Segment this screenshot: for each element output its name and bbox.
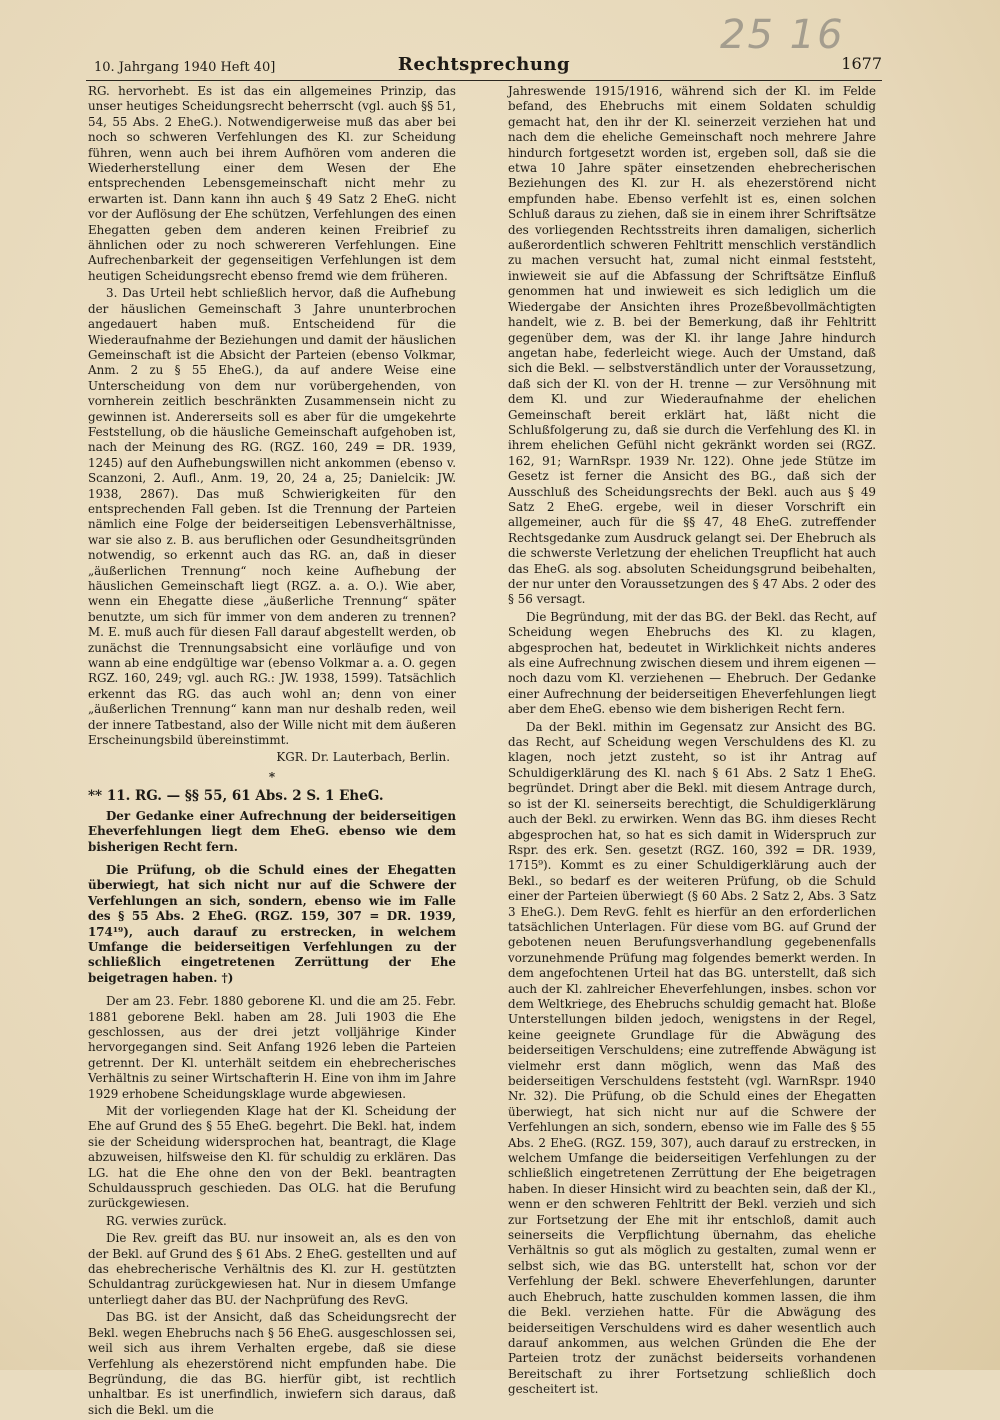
left-column (88, 84, 456, 1420)
right-column (508, 84, 876, 1400)
paragraph: Das BG. ist der Ansicht, daß das Scheidungsrecht der Bekl. wegen Ehebruchs nach § 56 EheG. ausgeschlossen sei, weil sich aus ihrem Verhalten ergebe, daß sie diese Verfehlung als ehezerstörend nicht empfunden habe. Die Begründung, die das BG. hierfür gibt, ist rechtlich unhaltbar. Es ist unerfindlich, inwiefern sich daraus, daß sich die Bekl. um die (88, 1310, 456, 1417)
case-heading: ** 11. RG. — §§ 55, 61 Abs. 2 S. 1 EheG. (88, 788, 384, 805)
paragraph: RG. verwies zurück. (106, 1213, 227, 1228)
running-header (86, 50, 882, 81)
paragraph: Die Rev. greift das BU. nur insoweit an, als es den von der Bekl. auf Grund des § 61 Abs. 2 EheG. gestellten und auf das ehebrecherische Verhältnis des Kl. zur H. gestützten Schuldantrag zurückgewiesen hat. Nur in diesem Umfange unterliegt daher das BU. der Nachprüfung des RevG. (88, 1231, 456, 1307)
headnote: Der Gedanke einer Aufrechnung der beiderseitigen Eheverfehlungen liegt dem EheG. ebenso wie dem bisherigen Recht fern. (88, 808, 456, 854)
paragraph: Die Begründung, mit der das BG. der Bekl. das Recht, auf Scheidung wegen Ehebruchs des Kl. zu klagen, abgesprochen hat, bedeutet in Wirklichkeit nichts anderes als eine Aufrechnung zwischen diesem und ihrem eigenen — noch dazu vom Kl. verziehenen — Ehebruch. Der Gedanke einer Aufrechnung der beiderseitigen Eheverfehlungen liegt aber dem EheG. ebenso wie dem bisherigen Recht fern. (508, 609, 876, 717)
page-number: 1677 (841, 54, 882, 73)
paragraph: Der am 23. Febr. 1880 geborene Kl. und die am 25. Febr. 1881 geborene Bekl. haben am 28. Juli 1903 die Ehe geschlossen, aus der drei jetzt volljährige Kinder hervorgegangen sind. Seit Anfang 1926 leben die Parteien getrennt. Der Kl. unterhält seitdem ein ehebrecherisches Verhältnis zu seiner Wirtschafterin H. Eine von ihm im Jahre 1929 erhobene Scheidungsklage wurde abgewiesen. (88, 994, 456, 1101)
paragraph: Mit der vorliegenden Klage hat der Kl. Scheidung der Ehe auf Grund des § 55 EheG. begehrt. Die Bekl. hat, indem sie der Scheidung widersprochen hat, beantragt, die Klage abzuweisen, hilfsweise den Kl. für schuldig zu erklären. Das LG. hat die Ehe ohne den von der Bekl. beantragten Schuldausspruch geschieden. Das OLG. hat die Berufung zurückgewiesen. (88, 1104, 456, 1211)
headnote: Die Prüfung, ob die Schuld eines der Ehegatten überwiegt, hat sich nicht nur auf die Schwere der Verfehlungen an sich, sondern, ebenso wie im Falle des § 55 Abs. 2 EheG. (RGZ. 159, 307 = DR. 1939, 174¹⁹), auch darauf zu erstrecken, in welchem Umfange die beiderseitigen Verfehlungen zu der schließlich eingetretenen Zerrüttung der Ehe beigetragen haben. †) (88, 862, 456, 985)
paragraph: Da der Bekl. mithin im Gegensatz zur Ansicht des BG. das Recht, auf Scheidung wegen Verschuldens des Kl. zu klagen, noch jetzt zusteht, so ist ihr Antrag auf Schuldigerklärung des Kl. nach § 61 Abs. 2 Satz 1 EheG. begründet. Dringt aber die Bekl. mit diesem Antrage durch, so ist der Kl. seinerseits berechtigt, die Schuldigerklärung auch der Bekl. zu erwirken. Wenn das BG. ihm dieses Recht abgesprochen hat, so hat es sich damit in Widerspruch zur Rspr. des erk. Sen. gesetzt (RGZ. 160, 392 = DR. 1939, 1715⁹). Kommt es zu einer Schuldigerklärung auch der Bekl., so bedarf es der weiteren Prüfung, ob die Schuld einer der Parteien überwiegt (§ 60 Abs. 2 Satz 2, Abs. 3 Satz 3 EheG.). Dem RevG. fehlt es hierfür an den erforderlichen tatsächlichen Unterlagen. Für diese vom BG. auf Grund der gebotenen neuen Berufungsverhandlung gegebenenfalls vorzunehmende Prüfung mag folgendes bemerkt werden. In dem angefochtenen Urteil hat das BG. unterstellt, daß sich auch der Kl. zahlreicher Eheverfehlungen, insbes. schon vor dem Weltkriege, des Ehebruchs schuldig gemacht hat. Bloße Unterstellungen bilden jedoch, wenigstens in der Regel, keine geeignete Grundlage für die Abwägung des beiderseitigen Verschuldens; eine zutreffende Abwägung ist vielmehr erst dann möglich, wenn das Maß des beiderseitigen Verschuldens feststeht (vgl. WarnRspr. 1940 Nr. 32). Die Prüfung, ob die Schuld eines der Ehegatten überwiegt, hat sich nicht nur auf die Schwere der Verfehlungen an sich, sondern, ebenso wie im Falle des § 55 Abs. 2 EheG. (RGZ. 159, 307), auch darauf zu erstrecken, in welchem Umfange die beiderseitigen Verfehlungen zu der schließlich eingetretenen Zerrüttung der Ehe beigetragen haben. In dieser Hinsicht wird zu beachten sein, daß der Kl., wenn er den schweren Fehltritt der Bekl. verzieh und sich zur Fortsetzung der Ehe mit ihr entschloß, damit auch seinerseits die Verpflichtung übernahm, das eheliche Verhältnis so gut als möglich zu gestalten, zumal wenn er selbst sich, wie das BG. unterstellt hat, schon vor der Verfehlung der Bekl. schwere Eheverfehlungen, darunter auch Ehebruch, hatte zuschulden kommen lassen, die ihm die Bekl. verziehen hatte. Für die Abwägung des beiderseitigen Verschuldens wird es daher wesentlich auch darauf ankommen, aus welchen Gründen die Ehe der Parteien trotz der zunächst beiderseits vorhandenen Bereitschaft zu ihrer Fortsetzung schließlich doch gescheitert ist. (508, 719, 876, 1397)
paragraph: 3. Das Urteil hebt schließlich hervor, daß die Aufhebung der häuslichen Gemeinschaft 3 Jahre ununterbrochen angedauert haben muß. Entscheidend für die Wiederaufnahme der Beziehungen und damit der häuslichen Gemeinschaft ist die Absicht der Parteien (ebenso Volkmar, Anm. 2 zu § 55 EheG.), da auf andere Weise eine Unterscheidung von dem nur vorübergehenden, von vornherein zeitlich beschränkten Zusammensein nicht zu gewinnen ist. Andererseits soll es aber für die umgekehrte Feststellung, ob die häusliche Gemeinschaft aufgehoben ist, nach der Meinung des RG. (RGZ. 160, 249 = DR. 1939, 1245) auf den Aufhebungswillen nicht ankommen (ebenso v. Scanzoni, 2. Aufl., Anm. 19, 20, 24 a, 25; Danielcik: JW. 1938, 2867). Das muß Schwierigkeiten für den entsprechenden Fall geben. Ist die Trennung der Parteien nämlich eine Folge der beiderseitigen Lebensverhältnisse, war sie also z. B. aus beruflichen oder Gesundheitsgründen notwendig, so erkennt auch das RG. an, daß in dieser „äußerlichen Trennung“ noch keine Aufhebung der häuslichen Gemeinschaft liegt (RGZ. a. a. O.). Wie aber, wenn ein Ehegatte diese „äußerliche Trennung“ später benutzte, um sich für immer von dem anderen zu trennen? M. E. muß auch für diesen Fall darauf abgestellt werden, ob zunächst die Trennungsabsicht eine vorläufige und von wann ab eine endgültige war (ebenso Volkmar a. a. O. gegen RGZ. 160, 249; vgl. auch RG.: JW. 1938, 1599). Tatsächlich erkennt das RG. das auch wohl an; denn von einer „äußerlichen Trennung“ kann man nur deshalb reden, weil der innere Tatbestand, also der Wille nicht mit dem äußeren Erscheinungsbild übereinstimmt. (88, 286, 456, 748)
section-title: Rechtsprechung (397, 54, 571, 75)
handwritten-page-stamp: 25 16 (720, 12, 845, 58)
volume-issue-info: 10. Jahrgang 1940 Heft 40] (94, 60, 276, 75)
paragraph: RG. hervorhebt. Es ist das ein allgemeines Prinzip, das unser heutiges Scheidungsrecht beherrscht (vgl. auch §§ 51, 54, 55 Abs. 2 EheG.). Notwendigerweise muß das aber bei noch so schweren Verfehlungen des Kl. zur Scheidung führen, wenn auch bei ihrem Aufhören vom anderen die Wiederherstellung einer dem Wesen der Ehe entsprechenden Lebensgemeinschaft nicht mehr zu erwarten ist. Dann kann ihn auch § 49 Satz 2 EheG. nicht vor der Auflösung der Ehe schützen, Verfehlungen des einen Ehegatten geben dem anderen keinen Freibrief zu ähnlichen oder zu noch schwereren Verfehlungen. Eine Aufrechenbarkeit der gegenseitigen Verfehlungen ist dem heutigen Scheidungsrecht ebenso fremd wie dem früheren. (88, 84, 456, 283)
separator-asterisk: * (268, 769, 276, 784)
paragraph: Jahreswende 1915/1916, während sich der Kl. im Felde befand, des Ehebruchs mit einem Soldaten schuldig gemacht hat, den ihr der Kl. seinerzeit verziehen hat und nach dem die eheliche Gemeinschaft noch mehrere Jahre hindurch fortgesetzt worden ist, ergeben soll, daß sie die etwa 10 Jahre später einsetzenden ehebrecherischen Beziehungen des Kl. zur H. als ehezerstörend nicht empfunden habe. Ebenso verfehlt ist es, einen solchen Schluß daraus zu ziehen, daß sie in einem ihrer Schriftsätze des vorliegenden Rechtsstreits ihren damaligen, sicherlich außerordentlich schweren Fehltritt menschlich verständlich zu machen versucht hat, zumal nicht einmal feststeht, inwieweit sie auf die Abfassung der Schriftsätze Einfluß genommen hat und inwieweit es sich lediglich um die Wiedergabe der Ansichten ihres Prozeßbevollmächtigten handelt, wie z. B. bei der Bemerkung, daß ihr Fehltritt gegenüber dem, was der Kl. ihr lange Jahre hindurch angetan habe, federleicht wiege. Auch der Umstand, daß sich die Bekl. — selbstverständlich unter der Voraussetzung, daß sich der Kl. von der H. trenne — zur Versöhnung mit dem Kl. und zur Wiederaufnahme der ehelichen Gemeinschaft bereit erklärt hat, läßt nicht die Schlußfolgerung zu, daß sie durch die Verfehlung des Kl. in ihrem ehelichen Gefühl nicht gekränkt worden sei (RGZ. 162, 91; WarnRspr. 1939 Nr. 122). Ohne jede Stütze im Gesetz ist ferner die Ansicht des BG., daß sich der Ausschluß des Scheidungsrechts der Bekl. auch aus § 49 Satz 2 EheG. ergebe, weil in dieser Vorschrift ein allgemeiner, auch für die §§ 47, 48 EheG. zutreffender Rechtsgedanke zum Ausdruck gelangt sei. Der Ehebruch als die schwerste Verletzung der ehelichen Treupflicht hat auch das EheG. als sog. absoluten Scheidungsgrund beibehalten, der nur unter den Voraussetzungen des § 47 Abs. 2 oder des § 56 versagt. (508, 84, 876, 607)
author-signature: KGR. Dr. Lauterbach, Berlin. (276, 750, 450, 765)
